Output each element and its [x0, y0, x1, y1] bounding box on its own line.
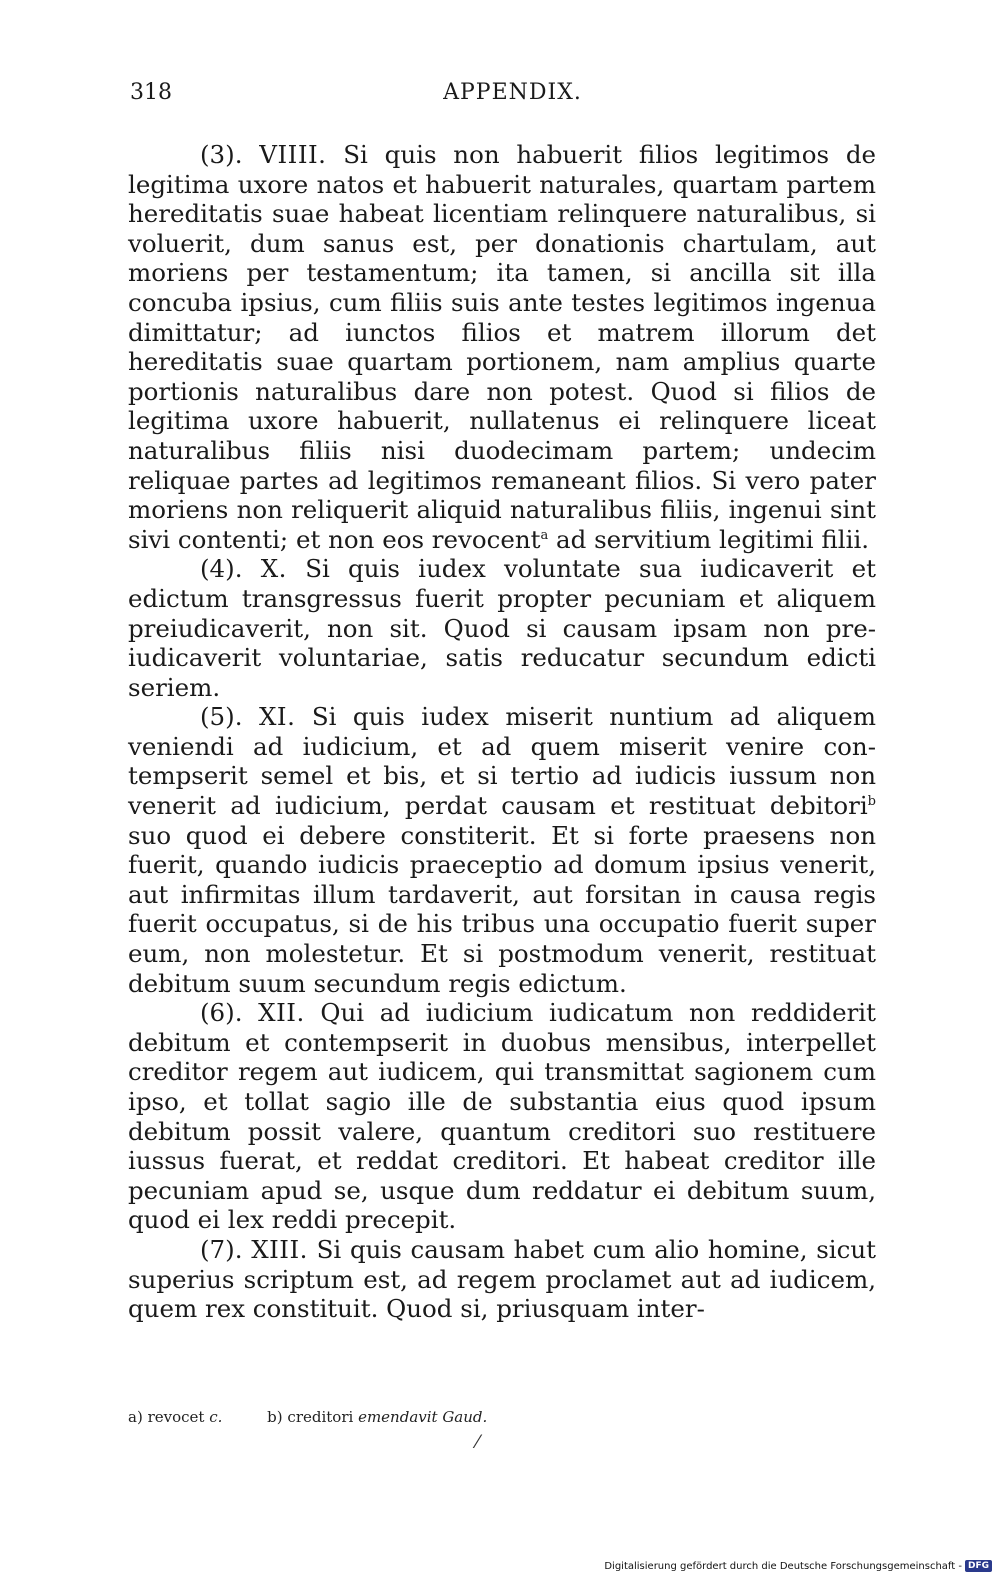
paragraph-text: Si quis causam habet cum alio homine, sicut superius scriptum est, ad regem proclamet aut ad iudicem, quem rex constituit. Quod si, priusquam inter- — [128, 1234, 876, 1324]
footnote-mark: b) — [267, 1408, 283, 1426]
paragraph-tail: ad servitium legitimi filii. — [548, 524, 870, 554]
footnote-b — [267, 1408, 487, 1426]
footnote-mark: a) — [128, 1408, 143, 1426]
footnote-siglum: c. — [209, 1408, 223, 1426]
body-text — [128, 140, 876, 1324]
chapter-number: VIIII. — [259, 140, 327, 169]
footnote-siglum: emendavit Gaud. — [358, 1408, 488, 1426]
paragraph-text: Si quis non habuerit filios legitimos de legitima uxore natos et habuerit naturales, quartam partem hereditatis suae habeat licentiam relinquere naturalibus, si voluerit, dum sanus est, per donationis chartulam, aut moriens per testamentum; ita tamen, si ancilla sit illa concuba ipsius, cum filiis suis ante testes legitimos ingenua dimittatur; ad iunctos filios et matrem illorum det hereditatis suae quartam portionem, nam amplius quarte portionis naturalibus dare non potest. Quod si filios de legitima uxore habuerit, nullatenus ei relinquere liceat naturalibus filiis nisi duodecimam partem; undecim reliquae partes ad legitimos remaneant filios. Si vero pater moriens non reliquerit aliquid naturalibus filiis, ingenui sint sivi contenti; et non eos revocent — [128, 140, 877, 554]
chapter-number: XII. — [258, 998, 305, 1028]
paragraph-3 — [128, 140, 876, 554]
stray-mark: ⁄ — [476, 1432, 480, 1453]
chapter-number: XI. — [258, 702, 296, 732]
footnote-text: creditori — [287, 1408, 354, 1426]
footnote-ref-b: b — [867, 794, 876, 810]
dfg-logo: DFG — [965, 1560, 992, 1572]
paragraph-number: (4). — [200, 554, 243, 584]
credit-text: Digitalisierung gefördert durch die Deutsche Forschungsgemeinschaft - — [604, 1560, 962, 1572]
paragraph-text: Si quis iudex voluntate sua iudicaverit et edictum transgressus fuerit propter pecuniam et aliquem preiudicaverit, non sit. Quod si causam ipsam non preiudicaverit voluntariae, satis reducatur secundum edicti seriem. — [128, 554, 876, 702]
footnote-ref-a: a — [540, 527, 549, 543]
paragraph-6 — [128, 998, 876, 1235]
footnotes — [128, 1408, 876, 1426]
paragraph-text: Qui ad iudicium iudicatum non reddiderit debitum et contempserit in duobus mensibus, interpellet creditor regem aut iudicem, qui transmittat sagionem cum ipso, et tollat sagio ille de substantia eius quod ipsum debitum possit valere, quantum creditori suo restituere iussus fuerat, et reddat creditori. Et habeat creditor ille pecuniam apud se, usque dum reddatur ei debitum suum, quod ei lex reddi precepit. — [128, 998, 876, 1235]
page-number: 318 — [130, 80, 172, 105]
paragraph-number: (5). — [200, 702, 243, 732]
paragraph-number: (7). — [200, 1234, 243, 1264]
chapter-number: X. — [260, 554, 287, 584]
running-head: APPENDIX. — [443, 80, 582, 105]
chapter-number: XIII. — [251, 1234, 308, 1264]
paragraph-5 — [128, 702, 876, 998]
paragraph-text: Si quis iudex miserit nuntium ad aliquem veniendi ad iudicium, et ad quem miserit venire contempserit semel et bis, et si tertio ad iudicis iussum non venerit ad iudicium, perdat causam et restituat debitori — [128, 702, 877, 821]
footnote-a — [128, 1408, 222, 1426]
digitization-credit — [604, 1560, 992, 1572]
paragraph-number: (3). — [200, 140, 243, 169]
footnote-text: revocet — [147, 1408, 205, 1426]
page-header — [130, 80, 875, 110]
paragraph-4 — [128, 554, 876, 702]
paragraph-number: (6). — [200, 998, 243, 1028]
paragraph-7 — [128, 1235, 876, 1324]
paragraph-tail: suo quod ei debere constiterit. Et si forte praesens non fuerit, quando iudicis praeceptio ad domum ipsius venerit, aut infirmitas illum tardaverit, aut forsitan in causa regis fuerit occupatus, si de his tribus una occupatio fuerit super eum, non molestetur. Et si postmodum venerit, restituat debitum suum secundum regis edictum. — [128, 820, 876, 998]
